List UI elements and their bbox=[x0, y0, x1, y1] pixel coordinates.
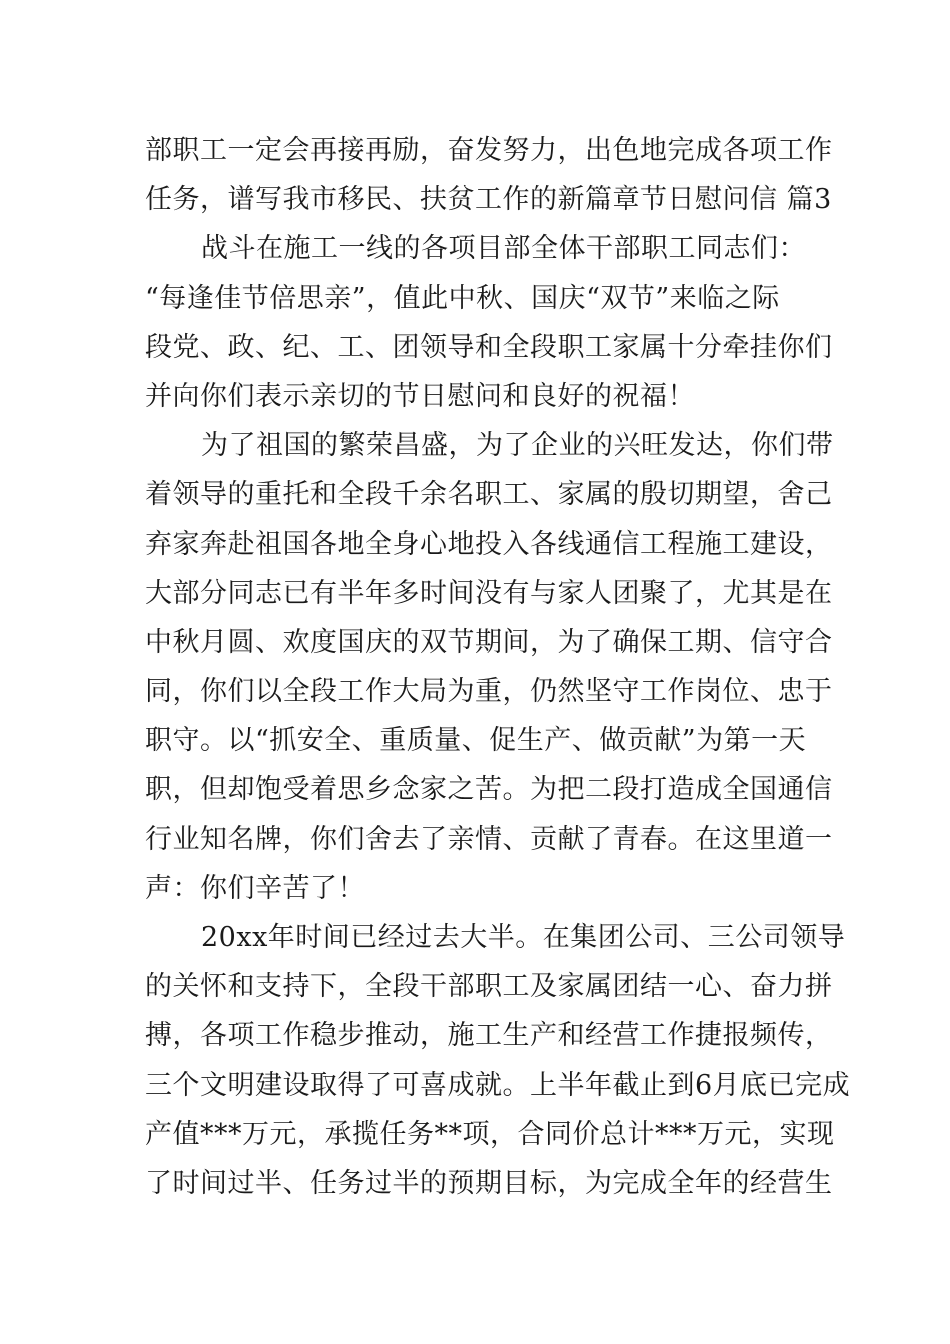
text-line: 了时间过半、任务过半的预期目标，为完成全年的经营生 bbox=[145, 1167, 833, 1199]
text-line: 任务，谱写我市移民、扶贫工作的新篇章节日慰问信 篇3 bbox=[145, 184, 832, 216]
text-line: 的关怀和支持下，全段干部职工及家属团结一心、奋力拼 bbox=[145, 971, 833, 1003]
text-line: 行业知名牌，你们舍去了亲情、贡献了青春。在这里道一 bbox=[145, 823, 833, 855]
text-line: 产值***万元，承揽任务**项，合同价总计***万元，实现 bbox=[145, 1118, 835, 1150]
text-line: 弃家奔赴祖国各地全身心地投入各线通信工程施工建设， bbox=[145, 528, 833, 560]
text-line: 20xx年时间已经过去大半。在集团公司、三公司领导 bbox=[201, 922, 846, 953]
text-line: 段党、政、纪、工、团领导和全段职工家属十分牵挂你们 bbox=[145, 331, 833, 363]
text-line: 着领导的重托和全段千余名职工、家属的殷切期望，舍己 bbox=[145, 479, 833, 511]
text-line: 三个文明建设取得了可喜成就。上半年截止到6月底已完成 bbox=[145, 1069, 851, 1101]
text-line: 为了祖国的繁荣昌盛，为了企业的兴旺发达，你们带 bbox=[201, 430, 834, 462]
text-line: 搏，各项工作稳步推动，施工生产和经营工作捷报频传， bbox=[145, 1020, 833, 1052]
text-line: 中秋月圆、欢度国庆的双节期间，为了确保工期、信守合 bbox=[145, 626, 833, 658]
text-line: 声：你们辛苦了！ bbox=[145, 872, 365, 904]
text-line: “每逢佳节倍思亲”，值此中秋、国庆“双节”来临之际 bbox=[145, 282, 780, 314]
document-body bbox=[145, 126, 851, 1208]
text-line: 职，但却饱受着思乡念家之苦。为把二段打造成全国通信 bbox=[145, 774, 833, 806]
text-line: 战斗在施工一线的各项目部全体干部职工同志们： bbox=[201, 233, 806, 265]
text-line: 部职工一定会再接再励，奋发努力，出色地完成各项工作 bbox=[145, 135, 833, 166]
text-line: 同，你们以全段工作大局为重，仍然坚守工作岗位、忠于 bbox=[145, 676, 833, 708]
text-line: 大部分同志已有半年多时间没有与家人团聚了，尤其是在 bbox=[145, 577, 833, 609]
text-line: 并向你们表示亲切的节日慰问和良好的祝福！ bbox=[145, 380, 695, 412]
text-line: 职守。以“抓安全、重质量、促生产、做贡献”为第一天 bbox=[145, 725, 807, 757]
